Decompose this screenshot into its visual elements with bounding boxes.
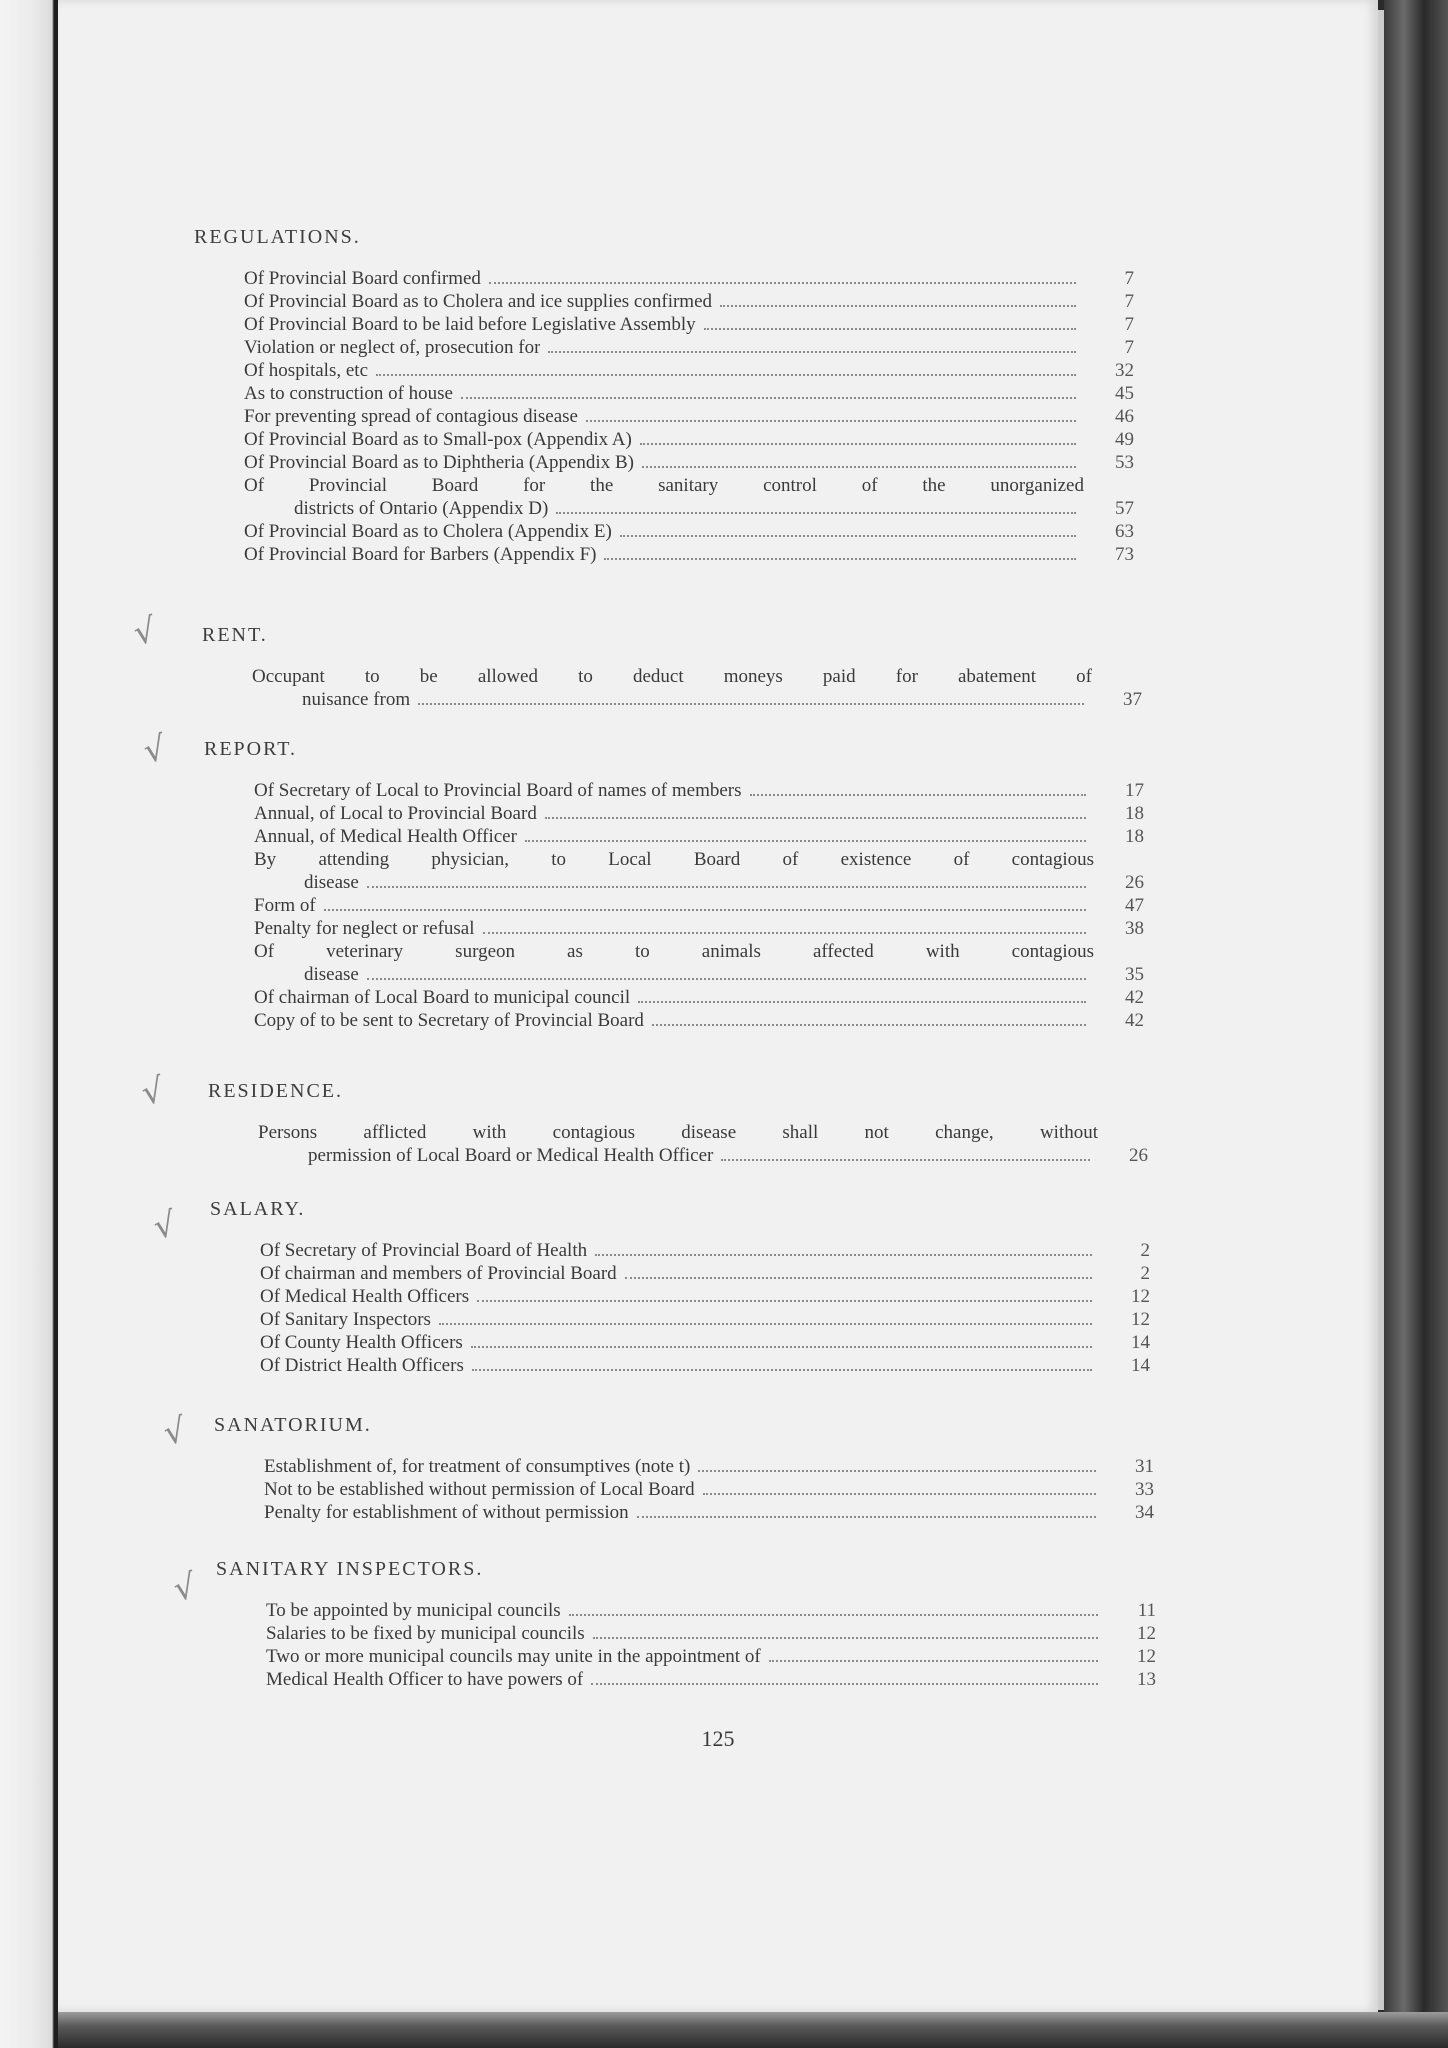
entry-page-number: 7 [1124, 337, 1134, 358]
index-entry [244, 267, 1134, 290]
index-entry [244, 405, 1134, 428]
entry-text-line2: permission of Local Board or Medical Health Officer [308, 1145, 714, 1166]
entry-text: Annual, of Local to Provincial Board [254, 803, 537, 824]
index-entry [260, 1262, 1150, 1285]
index-entry [260, 1285, 1150, 1308]
entry-text: Establishment of, for treatment of consumptives (note t) [264, 1456, 691, 1477]
entry-page-number: 14 [1131, 1332, 1150, 1353]
dot-leader [586, 420, 1076, 422]
entry-text: Medical Health Officer to have powers of [266, 1669, 584, 1690]
dot-leader [569, 1614, 1098, 1616]
index-page [58, 0, 1378, 2012]
entry-page-number: 7 [1124, 291, 1134, 312]
index-entry [266, 1645, 1156, 1668]
entry-text: Salaries to be fixed by municipal councils [266, 1623, 585, 1644]
page-number: 125 [701, 1726, 735, 1751]
dot-leader [642, 466, 1076, 468]
entry-text: Annual, of Medical Health Officer [254, 826, 517, 847]
index-entry [266, 1599, 1156, 1622]
index-section [202, 624, 1142, 711]
page-content [58, 0, 1378, 2012]
entry-text: Of Provincial Board as to Diphtheria (Appendix B) [244, 452, 634, 473]
entry-text: Penalty for establishment of without permission [264, 1502, 629, 1523]
entry-text: Of Provincial Board as to Small-pox (Appendix A) [244, 429, 632, 450]
index-section [208, 1080, 1148, 1167]
entry-page-number: 63 [1115, 521, 1134, 542]
entry-text-line2: disease [304, 964, 359, 985]
dot-leader [595, 1254, 1092, 1256]
pencil-checkmark-icon: √ [160, 1410, 190, 1454]
dot-leader [483, 932, 1086, 934]
dot-leader [640, 443, 1076, 445]
entry-text: As to construction of house [244, 383, 453, 404]
entry-text: Not to be established without permission of Local Board [264, 1479, 695, 1500]
entry-page-number: 14 [1131, 1355, 1150, 1376]
entry-page-number: 26 [1125, 872, 1144, 893]
entry-text-line2: districts of Ontario (Appendix D) [294, 498, 549, 519]
dot-leader [721, 1159, 1090, 1161]
dot-leader [703, 1493, 1096, 1495]
index-entry [254, 802, 1144, 825]
index-entry [244, 336, 1134, 359]
dot-leader [637, 1516, 1096, 1518]
entry-text: Of County Health Officers [260, 1332, 463, 1353]
entry-page-number: 35 [1125, 964, 1144, 985]
dot-leader [376, 374, 1076, 376]
entry-page-number: 12 [1131, 1309, 1150, 1330]
index-entry [254, 848, 1144, 894]
dot-leader [620, 535, 1076, 537]
dot-leader [652, 1024, 1086, 1026]
dot-leader [461, 397, 1076, 399]
index-section [210, 1198, 1150, 1377]
index-entry [254, 779, 1144, 802]
index-entry [254, 1009, 1144, 1032]
index-entry [258, 1121, 1148, 1167]
entry-page-number: 11 [1137, 1600, 1156, 1621]
dot-leader [556, 512, 1076, 514]
entry-page-number: 49 [1115, 429, 1134, 450]
entry-page-number: 7 [1124, 268, 1134, 289]
dot-leader [625, 1277, 1092, 1279]
index-entry [244, 428, 1134, 451]
entry-text: Of Sanitary Inspectors [260, 1309, 431, 1330]
dot-leader [750, 794, 1086, 796]
index-entry [264, 1501, 1154, 1524]
section-heading: SANATORIUM. [214, 1414, 372, 1436]
entry-text: Of Secretary of Local to Provincial Board of names of members [254, 780, 742, 801]
dot-leader [545, 817, 1086, 819]
dot-leader [471, 1346, 1092, 1348]
entry-text: Of Secretary of Provincial Board of Health [260, 1240, 588, 1261]
index-entry [244, 382, 1134, 405]
entry-page-number: 34 [1135, 1502, 1154, 1523]
entry-page-number: 73 [1115, 544, 1134, 565]
index-entry [254, 917, 1144, 940]
entry-text-line2: nuisance from [302, 689, 411, 710]
entry-page-number: 7 [1124, 314, 1134, 335]
index-entry [266, 1668, 1156, 1691]
index-entry [260, 1239, 1150, 1262]
index-entry [244, 290, 1134, 313]
entry-text: To be appointed by municipal councils [266, 1600, 561, 1621]
entry-page-number: 18 [1125, 826, 1144, 847]
entry-page-number: 42 [1125, 987, 1144, 1008]
entry-page-number: 42 [1125, 1010, 1144, 1031]
index-section [216, 1558, 1156, 1691]
entry-page-number: 46 [1115, 406, 1134, 427]
index-entry [266, 1622, 1156, 1645]
entry-page-number: 57 [1115, 498, 1134, 519]
dot-leader [477, 1300, 1092, 1302]
index-entry [244, 359, 1134, 382]
entry-page-number: 31 [1135, 1456, 1154, 1477]
dot-leader [439, 1323, 1092, 1325]
entry-text-line1: By attending physician, to Local Board of existence of contagious [254, 849, 1094, 870]
entry-page-number: 12 [1131, 1286, 1150, 1307]
pencil-checkmark-icon: √ [150, 1204, 180, 1248]
section-heading: REPORT. [204, 738, 297, 760]
entry-text: Of Provincial Board confirmed [244, 268, 481, 289]
index-entry [244, 451, 1134, 474]
entry-text: Of Provincial Board to be laid before Legislative Assembly [244, 314, 696, 335]
index-entry [252, 665, 1142, 711]
entry-page-number: 17 [1125, 780, 1144, 801]
entry-text: Of hospitals, etc [244, 360, 369, 381]
entry-text: Penalty for neglect or refusal [254, 918, 475, 939]
index-entry [264, 1455, 1154, 1478]
book-binding [1384, 0, 1448, 2048]
pencil-checkmark-icon: √ [130, 610, 160, 654]
index-entry [244, 474, 1134, 520]
entry-text: Form of [254, 895, 316, 916]
dot-leader [367, 886, 1086, 888]
entry-text: Of Medical Health Officers [260, 1286, 470, 1307]
entry-page-number: 18 [1125, 803, 1144, 824]
entry-text-line1: Of Provincial Board for the sanitary control of the unorganized [244, 475, 1084, 496]
dot-leader [604, 558, 1076, 560]
dot-leader [591, 1683, 1098, 1685]
index-entry [254, 894, 1144, 917]
entry-text-line1: Of veterinary surgeon as to animals affected with contagious [254, 941, 1094, 962]
entry-page-number: 53 [1115, 452, 1134, 473]
index-entry [244, 543, 1134, 566]
index-entry [254, 986, 1144, 1009]
section-heading: RENT. [202, 624, 268, 646]
entry-text: Two or more municipal councils may unite in the appointment of [266, 1646, 761, 1667]
dot-leader [638, 1001, 1086, 1003]
entry-page-number: 12 [1137, 1623, 1156, 1644]
book-left-edge [0, 0, 58, 2048]
entry-text: Of chairman and members of Provincial Board [260, 1263, 617, 1284]
entry-page-number: 38 [1125, 918, 1144, 939]
pencil-checkmark-icon: √ [138, 1070, 168, 1114]
entry-text: Of Provincial Board as to Cholera and ice supplies confirmed [244, 291, 713, 312]
entry-text-line1: Occupant to be allowed to deduct moneys paid for abatement of [252, 666, 1092, 687]
entry-text-line2: disease [304, 872, 359, 893]
dot-leader [769, 1660, 1098, 1662]
dot-leader [720, 305, 1076, 307]
index-section [204, 738, 1144, 1032]
index-entry [260, 1354, 1150, 1377]
dot-leader [525, 840, 1086, 842]
dot-leader [704, 328, 1076, 330]
dot-leader [324, 909, 1086, 911]
index-entry [244, 313, 1134, 336]
entry-page-number: 37 [1123, 689, 1142, 710]
index-section [194, 226, 1134, 566]
entry-page-number: 45 [1115, 383, 1134, 404]
dot-leader [593, 1637, 1098, 1639]
entry-text: Of chairman of Local Board to municipal council [254, 987, 631, 1008]
section-heading: SALARY. [210, 1198, 306, 1220]
dot-leader [489, 282, 1076, 284]
entry-text-line1: Persons afflicted with contagious disease shall not change, without [258, 1122, 1098, 1143]
pencil-checkmark-icon: √ [140, 728, 170, 772]
entry-text: For preventing spread of contagious disease [244, 406, 578, 427]
section-heading: RESIDENCE. [208, 1080, 343, 1102]
index-entry [244, 520, 1134, 543]
entry-page-number: 2 [1140, 1263, 1150, 1284]
entry-page-number: 32 [1115, 360, 1134, 381]
dot-leader [367, 978, 1086, 980]
section-heading: REGULATIONS. [194, 226, 361, 248]
entry-text: Violation or neglect of, prosecution for [244, 337, 541, 358]
entry-text: Copy of to be sent to Secretary of Provincial Board [254, 1010, 644, 1031]
entry-text: Of District Health Officers [260, 1355, 464, 1376]
book-bottom-edge [58, 2012, 1448, 2048]
index-entry [264, 1478, 1154, 1501]
dot-leader [472, 1369, 1092, 1371]
entry-page-number: 47 [1125, 895, 1144, 916]
index-section [214, 1414, 1154, 1524]
entry-page-number: 33 [1135, 1479, 1154, 1500]
entry-page-number: 13 [1137, 1669, 1156, 1690]
dot-leader [698, 1470, 1096, 1472]
entry-text: Of Provincial Board as to Cholera (Appendix E) [244, 521, 612, 542]
dot-leader [548, 351, 1076, 353]
index-entry [254, 825, 1144, 848]
entry-page-number: 26 [1129, 1145, 1148, 1166]
index-entry [260, 1331, 1150, 1354]
entry-page-number: 12 [1137, 1646, 1156, 1667]
section-heading: SANITARY INSPECTORS. [216, 1558, 484, 1580]
pencil-checkmark-icon: √ [170, 1566, 200, 1610]
index-entry [254, 940, 1144, 986]
dot-leader [418, 703, 1084, 705]
index-entry [260, 1308, 1150, 1331]
entry-text: Of Provincial Board for Barbers (Appendix F) [244, 544, 597, 565]
entry-page-number: 2 [1140, 1240, 1150, 1261]
